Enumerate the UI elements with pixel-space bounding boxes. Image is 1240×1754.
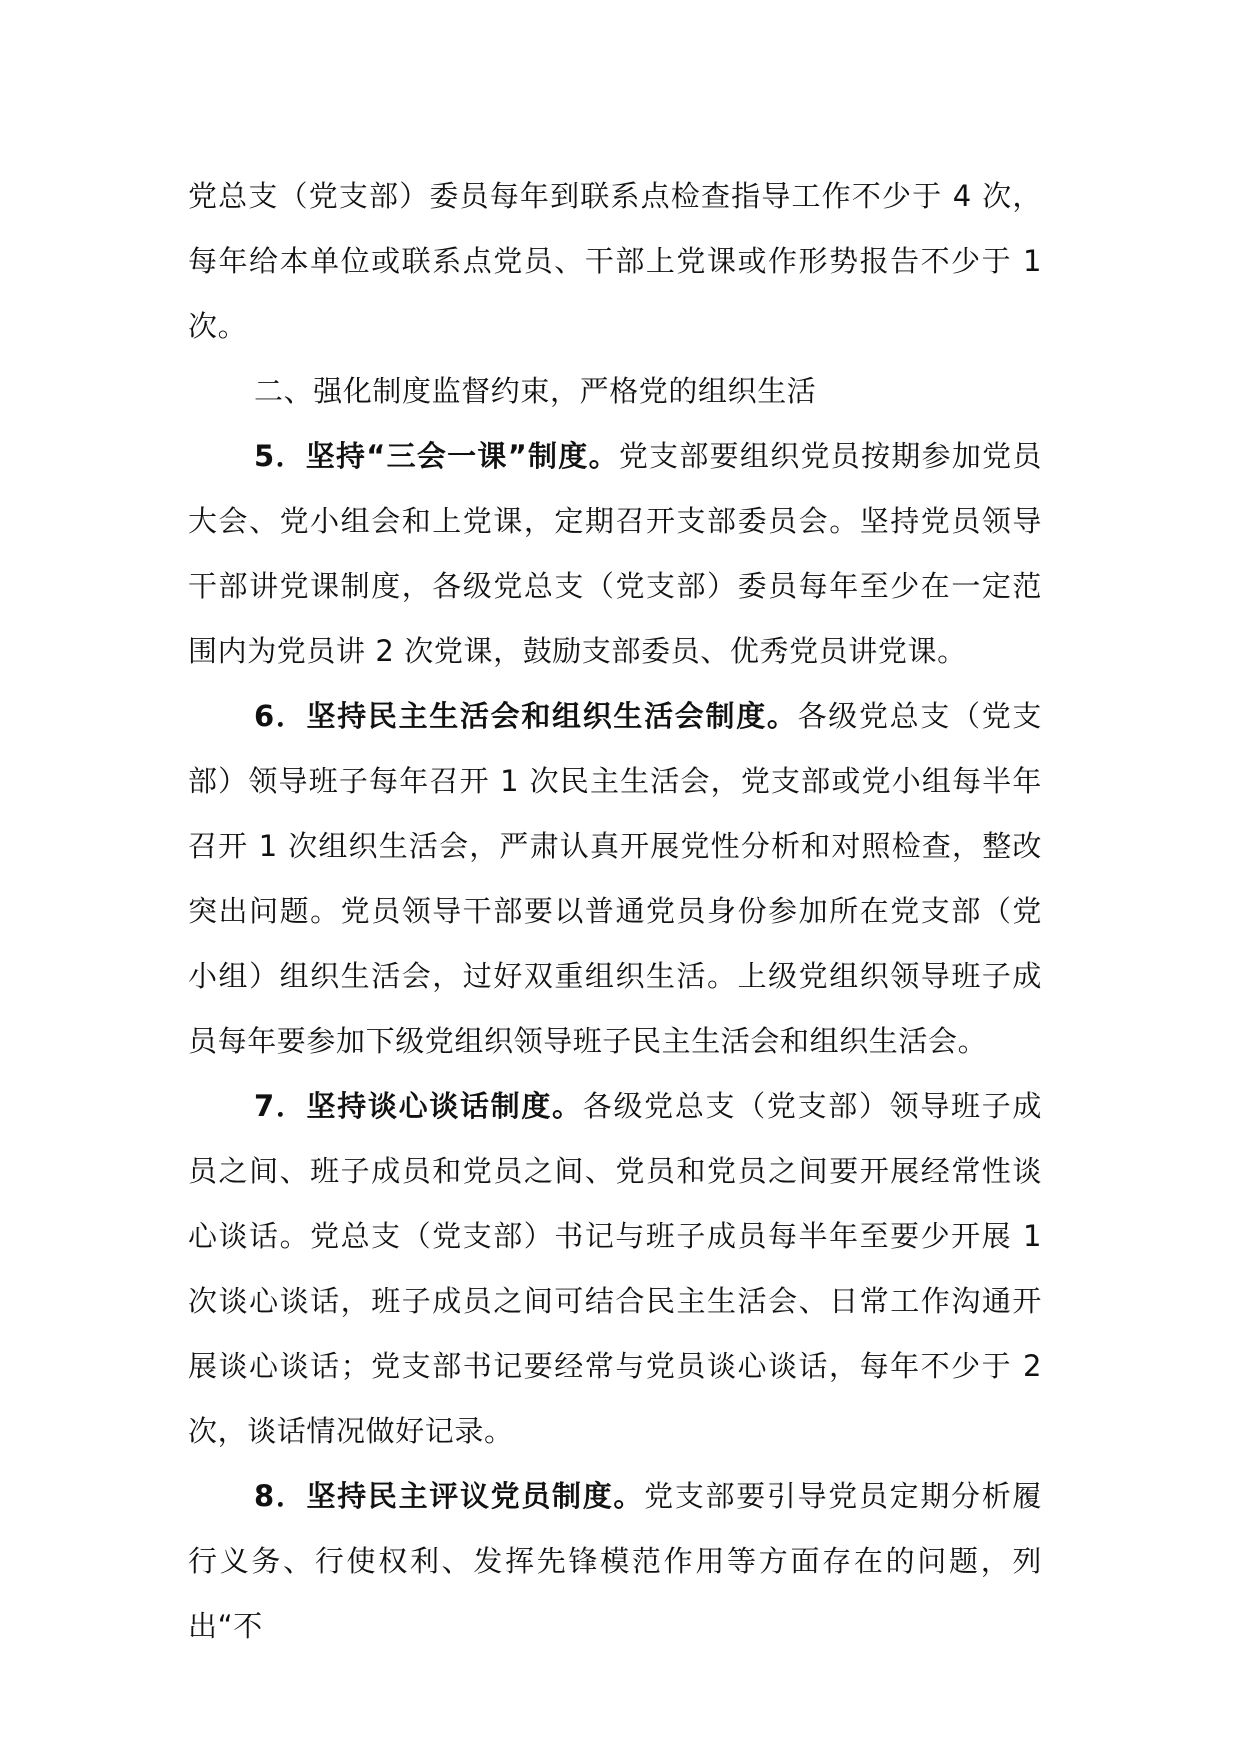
paragraph-item-6: [188, 684, 1042, 1074]
paragraph-text: 党支部要组织党员按期参加党员大会、党小组会和上党课，定期召开支部委员会。坚持党员领导干部讲党课制度，各级党总支（党支部）委员每年至少在一定范围内为党员讲 2 次党课，鼓励支部委员、优秀党员讲党课。: [188, 439, 1042, 668]
paragraph-item-8: [188, 1464, 1042, 1659]
item-heading: 8．坚持民主评议党员制度。: [254, 1479, 645, 1513]
paragraph-item-7: [188, 1074, 1042, 1464]
item-heading: 5．坚持“三会一课”制度。: [254, 439, 619, 473]
paragraph-text: 各级党总支（党支部）领导班子每年召开 1 次民主生活会，党支部或党小组每半年召开 1 次组织生活会，严肃认真开展党性分析和对照检查，整改突出问题。党员领导干部要以普通党员身份参加所在党支部（党小组）组织生活会，过好双重组织生活。上级党组织领导班子成员每年要参加下级党组织领导班子民主生活会和组织生活会。: [188, 699, 1042, 1058]
paragraph-item-5: [188, 424, 1042, 684]
paragraph-text: 党总支（党支部）委员每年到联系点检查指导工作不少于 4 次，每年给本单位或联系点党员、干部上党课或作形势报告不少于 1 次。: [188, 179, 1042, 343]
section-heading-text: 二、强化制度监督约束，严格党的组织生活: [254, 374, 817, 408]
document-page: [188, 164, 1042, 1659]
item-heading: 7．坚持谈心谈话制度。: [254, 1089, 583, 1123]
section-heading: [188, 359, 1042, 424]
paragraph-continuation: [188, 164, 1042, 359]
paragraph-text: 党支部要引导党员定期分析履行义务、行使权利、发挥先锋模范作用等方面存在的问题，列出“不: [188, 1479, 1042, 1643]
paragraph-text: 各级党总支（党支部）领导班子成员之间、班子成员和党员之间、党员和党员之间要开展经常性谈心谈话。党总支（党支部）书记与班子成员每半年至要少开展 1 次谈心谈话，班子成员之间可结合民主生活会、日常工作沟通开展谈心谈话；党支部书记要经常与党员谈心谈话，每年不少于 2 次，谈话情况做好记录。: [188, 1089, 1042, 1448]
item-heading: 6．坚持民主生活会和组织生活会制度。: [254, 699, 798, 733]
